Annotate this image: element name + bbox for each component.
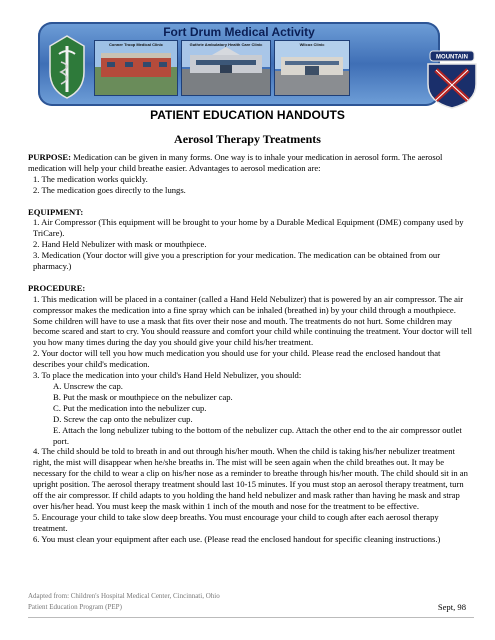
page-footer [28, 591, 474, 613]
purpose-item: 1. The medication works quickly. [33, 173, 148, 184]
procedure-step: 5. Encourage your child to take slow deep breaths. You must encourage your child to cough after each aerosol therapy treatment. [33, 511, 439, 533]
purpose-text: Medication can be given in many forms. One way is to inhale your medication in aerosol form. The aerosol medication will help your child breathe easier. Advantages to aerosol medication are: [28, 152, 443, 173]
procedure-step: 2. Your doctor will tell you how much medication you should use for your child. Please read the enclosed handout that describes your child's medication. [33, 348, 441, 370]
procedure-substep: C. Put the medication into the nebulizer cup. [53, 402, 207, 413]
procedure-section [28, 283, 474, 545]
procedure-substep: B. Put the mask or mouthpiece on the nebulizer cap. [53, 391, 233, 402]
photo-caption: Wilcox Clinic [299, 42, 325, 47]
purpose-section [28, 152, 474, 196]
footer-divider [28, 617, 474, 618]
procedure-step: 1. This medication will be placed in a container (called a Hand Held Nebulizer) that is powered by an air compressor. The air compressor makes the medication into a fine spray which can be inhaled (breathed in) by your child through a mouthpiece. Some children will have to use a mask that fits over their nose and mouth. The treatments do not hurt. Some children may become scared and start to cry. You should reassure and comfort your child while continuing the treatment. Your doctor will tell you how many times during the day you should give your child his/her treatment. [33, 293, 473, 348]
equipment-label: EQUIPMENT: [28, 206, 84, 217]
purpose-paragraph [28, 152, 474, 174]
photo-caption: Guthrie Ambulatory Health Care Clinic [189, 42, 263, 47]
patch-label: MOUNTAIN [436, 54, 468, 61]
banner-title: Fort Drum Medical Activity [163, 25, 315, 39]
purpose-item: 2. The medication goes directly to the lungs. [33, 184, 186, 195]
footer-program: Patient Education Program (PEP) [28, 603, 122, 611]
equipment-item: 2. Hand Held Nebulizer with mask or mouthpiece. [33, 239, 207, 250]
clinic-photo-conner [94, 40, 178, 96]
equipment-item: 1. Air Compressor (This equipment will be brought to your home by a Durable Medical Equipment (DME) company used by TriCare). [33, 217, 464, 239]
equipment-item: 3. Medication (Your doctor will give you a prescription for your medication. The medication can be obtained from our pharmacy.) [33, 250, 441, 272]
document-body [28, 152, 474, 555]
procedure-step: 3. To place the medication into your child's Hand Held Nebulizer, you should: [33, 370, 302, 381]
procedure-substep: A. Unscrew the cap. [53, 381, 123, 391]
document-title: Aerosol Therapy Treatments [174, 132, 321, 146]
photo-caption: Conner Troop Medical Clinic [108, 42, 163, 47]
header-banner [38, 22, 468, 106]
procedure-substep: D. Screw the cap onto the nebulizer cup. [53, 413, 193, 424]
clinic-photo-wilcox [274, 40, 350, 96]
equipment-section [28, 207, 474, 272]
mountain-division-patch-icon [426, 50, 478, 110]
footer-date: Sept, 98 [437, 602, 466, 612]
procedure-label: PROCEDURE: [28, 282, 86, 293]
procedure-step: 4. The child should be told to breath in and out through his/her mouth. When the child is taking his/her nebulizer treatment right, the mist will disappear when he/she breaths in. The mist will be seen again when the child breathes out. It may be necessary for the child to wear a clip on his/her nose as a reminder to breathe through his/her mouth. The child should sit in an upright position. The aerosol therapy treatment should last 10-15 minutes. If you must stop an aerosol therapy treatment, turn off the air compressor. If child adapts to you holding the hand held nebulizer and mask rather than having he mask and strap over his/her head. You must keep the mask within 1 inch of the mouth and nose for the treatment to be effective. [33, 446, 468, 511]
purpose-label: PURPOSE: [28, 152, 71, 162]
page-heading: PATIENT EDUCATION HANDOUTS [150, 108, 345, 122]
procedure-substep: E. Attach the long nebulizer tubing to the bottom of the nebulizer cup. Attach the other end to the air compressor outlet port. [53, 424, 462, 446]
footer-source: Adapted from: Children's Hospital Medical Center, Cincinnati, Ohio [28, 592, 220, 600]
procedure-step: 6. You must clean your equipment after each use. (Please read the enclosed handout for specific cleaning instructions.) [33, 533, 441, 544]
caduceus-emblem-icon [44, 32, 90, 102]
clinic-photo-guthrie [181, 40, 271, 96]
